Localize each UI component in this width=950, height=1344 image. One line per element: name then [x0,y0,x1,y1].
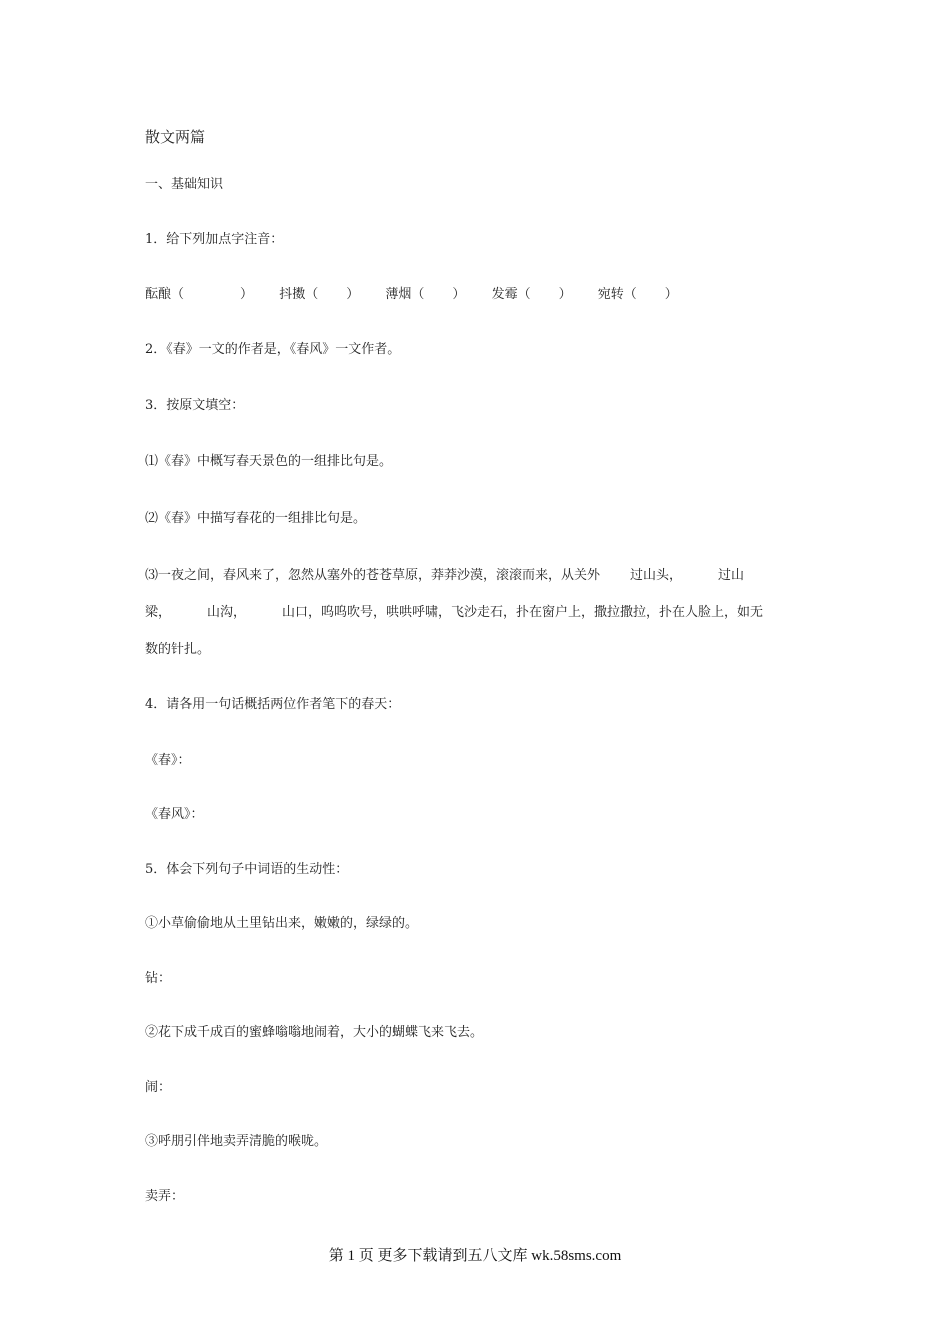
page-footer: 第 1 页 更多下载请到五八文库 wk.58sms.com [328,1248,622,1264]
question-4-answer-chun: 《春》： [145,753,191,768]
passage-text: 过山头， [630,568,683,583]
item-word: 酝酿 [145,287,172,302]
section-heading: 一、基础知识 [145,177,224,192]
item-close-paren: ） [452,287,466,302]
question-2: 2．《春》一文的作者是，《春风》一文作者。 [145,342,401,357]
passage-text: 过山 [718,568,745,583]
item-word: 宛转 [597,287,624,302]
question-1-options [145,285,700,305]
question-1-prompt: 1．给下列加点字注音： [145,232,284,247]
item-word: 薄烟 [385,287,412,302]
item-open-paren: （ [411,287,425,302]
question-3-sub-3-line-1 [145,566,744,586]
item-close-paren: ） [558,287,572,302]
pinyin-item [598,285,678,305]
question-5-answer-3: 卖弄： [145,1189,185,1204]
pinyin-item [145,285,253,305]
item-close-paren: ） [240,287,254,302]
item-close-paren: ） [346,287,360,302]
passage-text: 梁， [145,605,172,620]
passage-text: 山口，呜呜吹号，哄哄呼啸，飞沙走石，扑在窗户上，撒拉撒拉，扑在人脸上，如无 [282,605,764,620]
question-3-sub-3-line-2 [145,603,763,623]
question-3-sub-3-line-3: 数的针扎。 [145,642,211,657]
question-5-sentence-2: ②花下成千成百的蜜蜂嗡嗡地闹着，大小的蝴蝶飞来飞去。 [145,1025,484,1040]
question-5-answer-1: 钻： [145,971,172,986]
passage-text: 山沟， [207,605,247,620]
item-open-paren: （ [171,287,185,302]
question-4-answer-chunfeng: 《春风》： [145,807,204,822]
question-5-sentence-1: ①小草偷偷地从土里钻出来，嫩嫩的，绿绿的。 [145,916,419,931]
item-open-paren: （ [517,287,531,302]
question-3-sub-2: ⑵《春》中描写春花的一组排比句是。 [145,511,367,526]
document-title: 散文两篇 [145,128,206,146]
item-word: 抖擞 [279,287,306,302]
item-word: 发霉 [491,287,518,302]
question-3-prompt: 3．按原文填空： [145,398,245,413]
question-3-sub-1: ⑴《春》中概写春天景色的一组排比句是。 [145,454,393,469]
question-5-prompt: 5．体会下列句子中词语的生动性： [145,862,349,877]
question-5-answer-2: 闹： [145,1080,172,1095]
question-5-sentence-3: ③呼朋引伴地卖弄清脆的喉咙。 [145,1134,328,1149]
pinyin-item [492,285,572,305]
passage-text: ⑶一夜之间，春风来了，忽然从塞外的苍苍草原，莽莽沙漠，滚滚而来，从关外 [145,568,601,583]
pinyin-item [279,285,359,305]
pinyin-item [385,285,465,305]
question-4-prompt: 4．请各用一句话概括两位作者笔下的春天： [145,697,401,712]
item-open-paren: （ [623,287,637,302]
item-close-paren: ） [664,287,678,302]
item-open-paren: （ [305,287,319,302]
